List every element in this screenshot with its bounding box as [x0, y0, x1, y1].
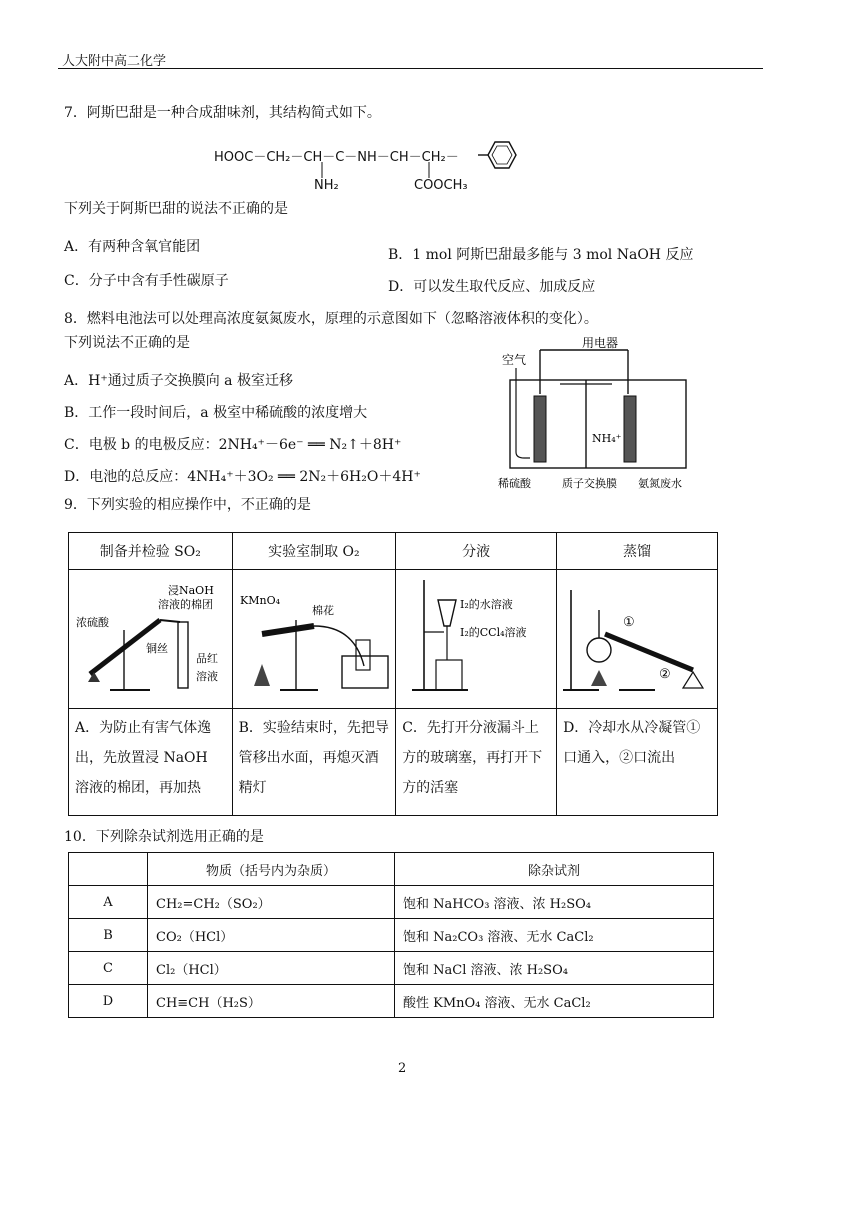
q8-question: 下列说法不正确的是 — [64, 335, 190, 351]
q10-row-b-label: B — [69, 919, 148, 952]
q10-row-c-reagent: 饱和 NaCl 溶液、浓 H₂SO₄ — [395, 952, 714, 985]
separatory-funnel-figure — [398, 570, 554, 704]
so2-acid-label: 浓硫酸 — [76, 616, 110, 629]
q9-experiment-table — [68, 532, 718, 816]
q8-option-a: A．H⁺通过质子交换膜向 a 极室迁移 — [64, 373, 293, 389]
q9-figure-separation — [396, 570, 557, 709]
q10-stem: 10．下列除杂试剂选用正确的是 — [64, 829, 264, 845]
q7-option-c: C．分子中含有手性碳原子 — [64, 273, 229, 289]
q9-figure-distillation — [557, 570, 718, 709]
benzene-ring-icon — [478, 138, 524, 172]
q9-header-so2: 制备并检验 SO₂ — [69, 533, 233, 570]
q8-option-c: C．电极 b 的电极反应：2NH₄⁺－6e⁻ ══ N₂↑＋8H⁺ — [64, 437, 402, 453]
q10-row-b-substance: CO₂（HCl） — [148, 919, 395, 952]
nh4-label: NH₄⁺ — [592, 432, 622, 445]
page-number: 2 — [398, 1061, 407, 1076]
table-row — [69, 919, 714, 952]
fuel-cell-diagram — [498, 334, 708, 494]
q10-row-a-label: A — [69, 886, 148, 919]
waste-label: 氨氮废水 — [638, 477, 682, 490]
q10-row-b-reagent: 饱和 Na₂CO₃ 溶液、无水 CaCl₂ — [395, 919, 714, 952]
q9-header-o2: 实验室制取 O₂ — [232, 533, 396, 570]
so2-red-label-2: 溶液 — [196, 670, 219, 683]
table-row — [69, 886, 714, 919]
q7-option-d: D．可以发生取代反应、加成反应 — [388, 279, 596, 295]
q9-option-a: A．为防止有害气体逸出，先放置浸 NaOH 溶液的棉团，再加热 — [69, 709, 233, 816]
q9-option-c: C．先打开分液漏斗上方的玻璃塞，再打开下方的活塞 — [396, 709, 557, 816]
q10-row-c-substance: Cl₂（HCl） — [148, 952, 395, 985]
dist-port-1-label: ① — [623, 615, 635, 630]
sep-ccl4-label: I₂的CCl₄溶液 — [460, 626, 527, 639]
q10-row-c-label: C — [69, 952, 148, 985]
q10-row-d-label: D — [69, 985, 148, 1018]
o2-cotton-label: 棉花 — [311, 604, 334, 617]
sep-water-label: I₂的水溶液 — [460, 598, 513, 611]
distillation-figure — [559, 570, 715, 704]
header-rule — [58, 68, 763, 69]
acid-label: 稀硫酸 — [498, 477, 531, 490]
o2-apparatus-figure — [234, 570, 394, 704]
so2-cu-label: 铜丝 — [146, 642, 169, 655]
dist-port-2-label: ② — [659, 667, 671, 682]
table-row — [69, 985, 714, 1018]
q9-option-d: D．冷却水从冷凝管①口通入，②口流出 — [557, 709, 718, 816]
q7-option-b: B．1 mol 阿斯巴甜最多能与 3 mol NaOH 反应 — [388, 247, 694, 263]
q7-stem: 7．阿斯巴甜是一种合成甜味剂，其结构简式如下。 — [64, 105, 381, 121]
q10-header-reagent: 除杂试剂 — [395, 853, 714, 886]
table-row — [69, 952, 714, 985]
q9-header-distillation: 蒸馏 — [557, 533, 718, 570]
q7-formula-cooch3: COOCH₃ — [414, 178, 468, 193]
q9-stem: 9．下列实验的相应操作中，不正确的是 — [64, 497, 311, 513]
q10-row-d-reagent: 酸性 KMnO₄ 溶液、无水 CaCl₂ — [395, 985, 714, 1018]
q7-formula-nh2: NH₂ — [314, 178, 339, 193]
q10-purification-table — [68, 852, 714, 1018]
q8-stem: 8．燃料电池法可以处理高浓度氨氮废水，原理的示意图如下（忽略溶液体积的变化）。 — [64, 311, 598, 327]
q10-row-d-substance: CH≡CH（H₂S） — [148, 985, 395, 1018]
so2-naoh-label-1: 浸NaOH — [168, 584, 215, 597]
q9-header-separation: 分液 — [396, 533, 557, 570]
q9-figure-so2 — [69, 570, 233, 709]
so2-naoh-label-2: 溶液的棉团 — [158, 598, 214, 611]
air-label: 空气 — [502, 353, 527, 367]
q10-header-substance: 物质（括号内为杂质） — [148, 853, 395, 886]
q7-formula-main: HOOC－CH₂－CH－C－NH－CH－CH₂－ — [214, 150, 459, 165]
q7-formula-bonds — [300, 160, 460, 180]
q10-row-a-substance: CH₂=CH₂（SO₂） — [148, 886, 395, 919]
so2-apparatus-figure — [70, 570, 230, 704]
q7-question: 下列关于阿斯巴甜的说法不正确的是 — [64, 201, 288, 217]
q8-option-b: B．工作一段时间后，a 极室中稀硫酸的浓度增大 — [64, 405, 368, 421]
device-label: 用电器 — [582, 336, 619, 350]
q8-option-d: D．电池的总反应：4NH₄⁺＋3O₂ ══ 2N₂＋6H₂O＋4H⁺ — [64, 469, 421, 485]
so2-red-label-1: 品红 — [196, 652, 219, 665]
q7-option-a: A．有两种含氧官能团 — [64, 239, 201, 255]
o2-kmno4-label: KMnO₄ — [239, 594, 280, 607]
q10-header-blank — [69, 853, 148, 886]
q9-figure-o2 — [232, 570, 396, 709]
membrane-label: 质子交换膜 — [562, 477, 617, 490]
q9-option-b: B．实验结束时，先把导管移出水面，再熄灭酒精灯 — [232, 709, 396, 816]
q10-row-a-reagent: 饱和 NaHCO₃ 溶液、浓 H₂SO₄ — [395, 886, 714, 919]
page-header: 人大附中高二化学 — [62, 54, 167, 69]
